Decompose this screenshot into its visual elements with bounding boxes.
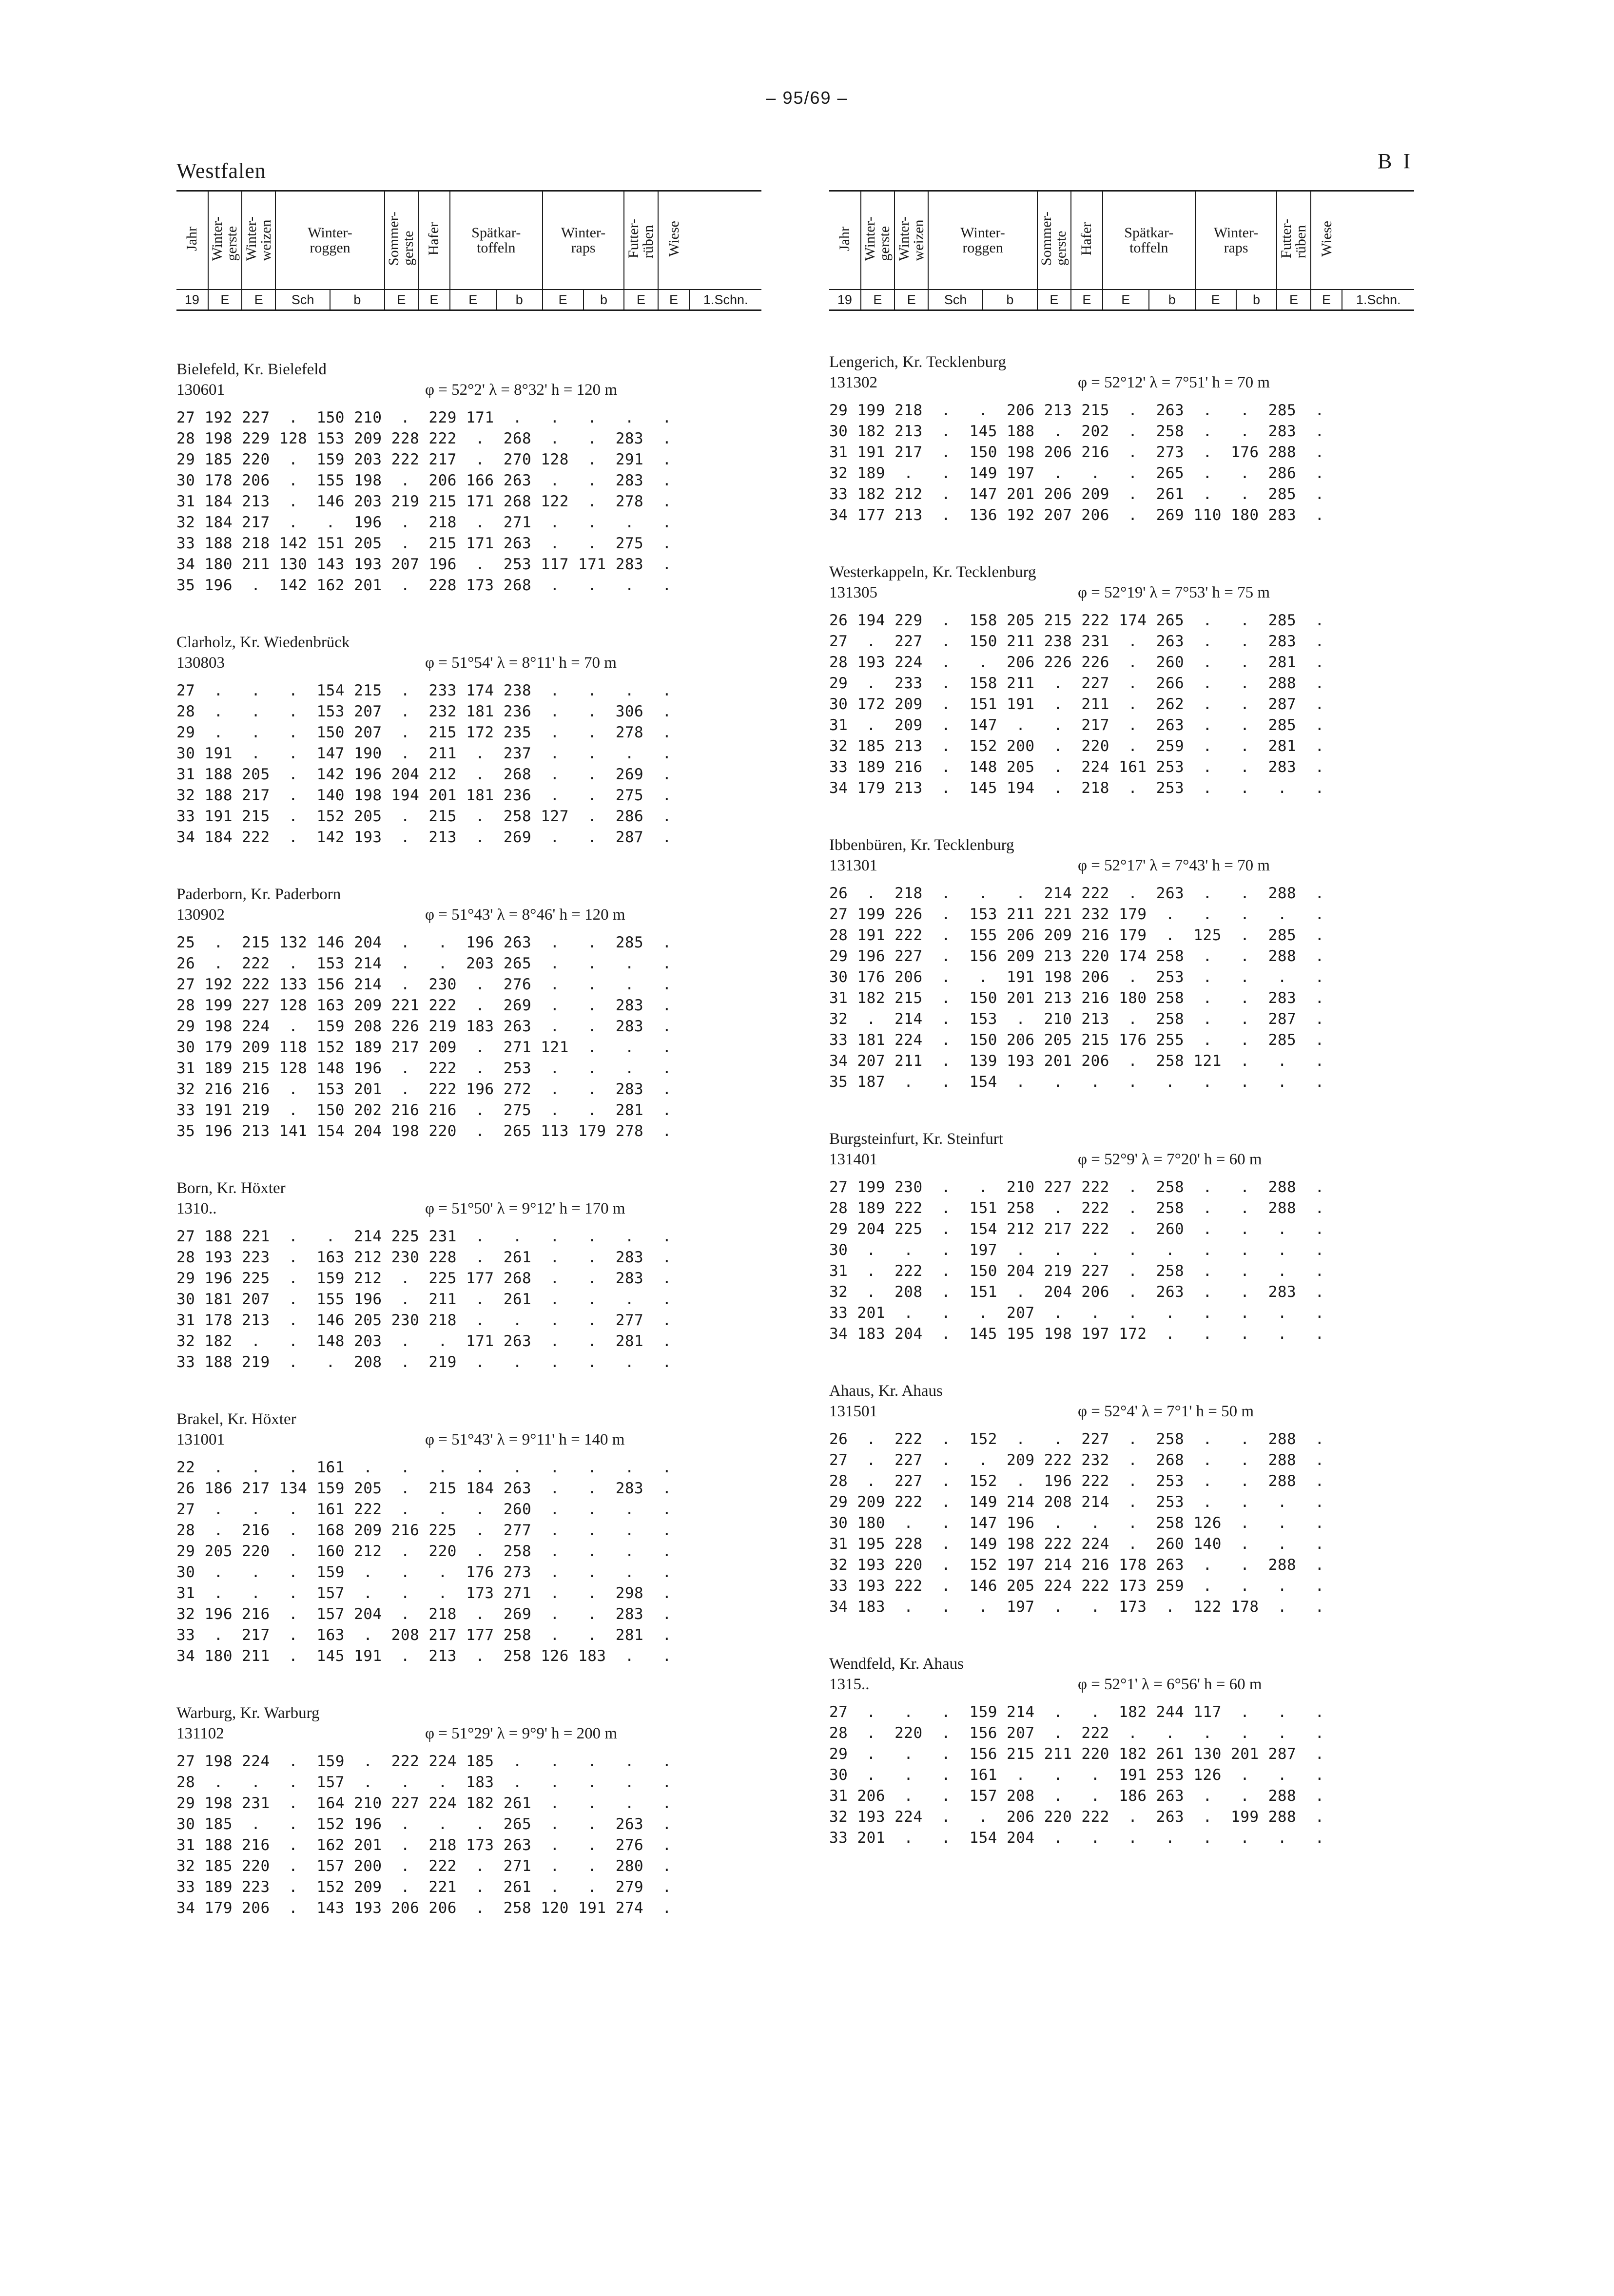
- header-col-label: Winter- gerste: [862, 216, 893, 261]
- header-table: [829, 190, 1414, 311]
- table-row: 30 191 . . 147 190 . 211 . 237 . . . .: [176, 745, 672, 762]
- station-block: [176, 1178, 761, 1373]
- header-unit: E: [658, 289, 690, 310]
- station-name: Ibbenbüren, Kr. Tecklenburg: [829, 836, 1014, 854]
- table-row: 29 196 227 . 156 209 213 220 174 258 . . 288 .: [829, 947, 1324, 965]
- header-unit: b: [1149, 289, 1195, 310]
- header-unit: E: [418, 289, 450, 310]
- table-row: 34 180 211 130 143 193 207 196 . 253 117 171 283 .: [176, 556, 672, 573]
- header-col-1: [861, 191, 895, 290]
- table-row: 27 192 222 133 156 214 . 230 . 276 . . . .: [176, 976, 672, 993]
- station-block: [829, 1381, 1414, 1618]
- table-row: 32 216 216 . 153 201 . 222 196 272 . . 283 .: [176, 1080, 672, 1098]
- header-col-label: Winter- gerste: [209, 216, 240, 261]
- station-header: [829, 835, 1414, 876]
- table-row: 28 191 222 . 155 206 209 216 179 . 125 . 285 .: [829, 926, 1324, 944]
- station-block: [176, 885, 761, 1142]
- station-name: Born, Kr. Höxter: [176, 1179, 286, 1197]
- station-header: [176, 360, 761, 401]
- station-coordinates: φ = 52°2' λ = 8°32' h = 120 m: [425, 381, 618, 399]
- station-coordinates: φ = 51°54' λ = 8°11' h = 70 m: [425, 654, 617, 672]
- table-row: 28 . 216 . 168 209 216 225 . 277 . . . .: [176, 1522, 672, 1539]
- table-row: 35 196 . 142 162 201 . 228 173 268 . . . .: [176, 577, 672, 594]
- table-row: 32 182 . . 148 203 . . 171 263 . . 281 .: [176, 1332, 672, 1350]
- header-unit: E: [861, 289, 895, 310]
- table-row: 33 188 218 142 151 205 . 215 171 263 . . 275 .: [176, 535, 672, 552]
- station-coordinates: φ = 52°19' λ = 7°53' h = 75 m: [1078, 584, 1270, 601]
- station-coordinates: φ = 51°43' λ = 9°11' h = 140 m: [425, 1431, 625, 1448]
- data-rows: [829, 610, 1414, 799]
- table-row: 32 193 224 . . 206 220 222 . 263 . 199 288 .: [829, 1808, 1324, 1826]
- table-row: 26 194 229 . 158 205 215 222 174 265 . . 285 .: [829, 612, 1324, 629]
- table-row: 27 . 227 . . 209 222 232 . 268 . . 288 .: [829, 1451, 1324, 1469]
- table-row: 29 . 233 . 158 211 . 227 . 266 . . 288 .: [829, 675, 1324, 692]
- table-row: 26 . 222 . 152 . . 227 . 258 . . 288 .: [829, 1430, 1324, 1448]
- header-col-8: [1277, 191, 1310, 290]
- table-row: 30 172 209 . 151 191 . 211 . 262 . . 287 .: [829, 695, 1324, 713]
- table-row: 28 . 220 . 156 207 . 222 . . . . . .: [829, 1724, 1324, 1742]
- table-row: 26 . 222 . 153 214 . . 203 265 . . . .: [176, 955, 672, 972]
- table-row: 32 185 220 . 157 200 . 222 . 271 . . 280 .: [176, 1857, 672, 1875]
- table-row: 35 187 . . 154 . . . . . . . . .: [829, 1073, 1324, 1091]
- header-unit: E: [208, 289, 242, 310]
- header-col-label: Winter- weizen: [895, 216, 927, 261]
- header-unit: 1.Schn.: [689, 289, 761, 310]
- header-table: [176, 190, 761, 311]
- table-row: 34 183 204 . 145 195 198 197 172 . . . . .: [829, 1325, 1324, 1343]
- table-header-left: [176, 190, 761, 311]
- right-stations: [829, 352, 1414, 1849]
- station-block: [829, 352, 1414, 526]
- station-coordinates: φ = 51°50' λ = 9°12' h = 170 m: [425, 1200, 625, 1217]
- table-row: 33 188 219 . . 208 . 219 . . . . . .: [176, 1353, 672, 1371]
- data-rows: [176, 1751, 761, 1919]
- header-unit: E: [543, 289, 583, 310]
- table-row: 33 182 212 . 147 201 206 209 . 261 . . 285 .: [829, 485, 1324, 503]
- data-rows: [829, 883, 1414, 1093]
- table-row: 27 . . . 154 215 . 233 174 238 . . . .: [176, 682, 672, 699]
- table-row: 32 189 . . 149 197 . . . 265 . . 286 .: [829, 464, 1324, 482]
- station-block: [829, 562, 1414, 799]
- table-row: 31 206 . . 157 208 . . 186 263 . . 288 .: [829, 1787, 1324, 1805]
- station-coordinates: φ = 52°1' λ = 6°56' h = 60 m: [1078, 1676, 1262, 1693]
- table-row: 34 179 213 . 145 194 . 218 . 253 . . . .: [829, 779, 1324, 797]
- header-col-6: [450, 191, 543, 290]
- station-header: [829, 1129, 1414, 1170]
- station-block: [829, 1654, 1414, 1849]
- table-row: 29 185 220 . 159 203 222 217 . 270 128 . 291 .: [176, 451, 672, 468]
- table-row: 22 . . . 161 . . . . . . . . .: [176, 1459, 672, 1476]
- station-coordinates: φ = 51°43' λ = 8°46' h = 120 m: [425, 906, 625, 924]
- table-row: 28 . . . 157 . . . 183 . . . . .: [176, 1774, 672, 1791]
- station-code: 131401: [829, 1151, 877, 1168]
- station-code: 131501: [829, 1403, 877, 1420]
- table-row: 33 191 215 . 152 205 . 215 . 258 127 . 286 .: [176, 808, 672, 825]
- table-row: 30 176 206 . . 191 198 206 . 253 . . . .: [829, 968, 1324, 986]
- table-row: 28 189 222 . 151 258 . 222 . 258 . . 288 .: [829, 1199, 1324, 1217]
- table-header-right: [829, 190, 1414, 311]
- header-col-1: [208, 191, 242, 290]
- table-row: 30 182 213 . 145 188 . 202 . 258 . . 283 .: [829, 423, 1324, 440]
- header-col-3: [928, 191, 1037, 290]
- table-row: 30 180 . . 147 196 . . . 258 126 . . .: [829, 1514, 1324, 1532]
- table-row: 27 199 226 . 153 211 221 232 179 . . . . .: [829, 906, 1324, 923]
- station-code: 130803: [176, 654, 225, 672]
- header-col-label: Sommer- gerste: [386, 212, 417, 266]
- header-col-label: Spätkar- toffeln: [471, 224, 521, 256]
- station-code: 1315..: [829, 1676, 870, 1693]
- header-unit: Sch: [275, 289, 330, 310]
- station-coordinates: φ = 52°12' λ = 7°51' h = 70 m: [1078, 374, 1270, 391]
- header-unit: b: [983, 289, 1037, 310]
- station-coordinates: φ = 52°17' λ = 7°43' h = 70 m: [1078, 857, 1270, 874]
- station-header: [829, 562, 1414, 603]
- table-row: 33 193 222 . 146 205 224 222 173 259 . . . .: [829, 1577, 1324, 1595]
- station-name: Clarholz, Kr. Wiedenbrück: [176, 634, 350, 651]
- table-row: 27 198 224 . 159 . 222 224 185 . . . . .: [176, 1753, 672, 1770]
- header-col-label: Sommer- gerste: [1038, 212, 1070, 266]
- station-code: 131102: [176, 1725, 224, 1742]
- station-code: 131305: [829, 584, 877, 601]
- table-row: 32 193 220 . 152 197 214 216 178 263 . . 288 .: [829, 1556, 1324, 1574]
- station-name: Bielefeld, Kr. Bielefeld: [176, 361, 327, 378]
- table-row: 32 185 213 . 152 200 . 220 . 259 . . 281 .: [829, 737, 1324, 755]
- header-unit: 19: [176, 289, 208, 310]
- header-col-label: Winter- roggen: [960, 224, 1005, 256]
- station-block: [176, 1409, 761, 1667]
- table-row: 34 179 206 . 143 193 206 206 . 258 120 191 274 .: [176, 1899, 672, 1917]
- header-col-label: Wiese: [665, 220, 682, 257]
- table-row: 28 199 227 128 163 209 221 222 . 269 . . 283 .: [176, 997, 672, 1014]
- header-unit: b: [330, 289, 385, 310]
- table-row: 33 181 224 . 150 206 205 215 176 255 . . 285 .: [829, 1031, 1324, 1049]
- station-header: [176, 885, 761, 926]
- table-row: 31 . 209 . 147 . . 217 . 263 . . 285 .: [829, 716, 1324, 734]
- data-rows: [829, 1702, 1414, 1849]
- header-unit: 1.Schn.: [1342, 289, 1414, 310]
- table-row: 33 189 223 . 152 209 . 221 . 261 . . 279 .: [176, 1878, 672, 1896]
- station-code: 130902: [176, 906, 225, 924]
- header-col-label: Futter- rüben: [1278, 219, 1309, 259]
- table-row: 32 . 214 . 153 . 210 213 . 258 . . 287 .: [829, 1010, 1324, 1028]
- station-coordinates: φ = 51°29' λ = 9°9' h = 200 m: [425, 1725, 618, 1742]
- data-rows: [176, 680, 761, 848]
- station-code: 131001: [176, 1431, 225, 1448]
- table-row: 28 . 227 . 152 . 196 222 . 253 . . 288 .: [829, 1472, 1324, 1490]
- table-row: 28 193 223 . 163 212 230 228 . 261 . . 283 .: [176, 1249, 672, 1266]
- station-header: [176, 1178, 761, 1219]
- header-col-6: [1103, 191, 1195, 290]
- header-col-5: [418, 191, 450, 290]
- part-label: B I: [1378, 149, 1413, 173]
- table-row: 32 . 208 . 151 . 204 206 . 263 . . 283 .: [829, 1283, 1324, 1301]
- table-row: 30 178 206 . 155 198 . 206 166 263 . . 283 .: [176, 472, 672, 489]
- table-row: 31 184 213 . 146 203 219 215 171 268 122 . 278 .: [176, 493, 672, 510]
- station-block: [176, 1703, 761, 1919]
- table-row: 29 209 222 . 149 214 208 214 . 253 . . . .: [829, 1493, 1324, 1511]
- header-unit: Sch: [928, 289, 983, 310]
- table-row: 28 198 229 128 153 209 228 222 . 268 . . 283 .: [176, 430, 672, 447]
- table-row: 29 . . . 156 215 211 220 182 261 130 201 287 .: [829, 1745, 1324, 1763]
- header-col-9: [1311, 191, 1342, 290]
- data-rows: [829, 1177, 1414, 1345]
- station-name: Paderborn, Kr. Paderborn: [176, 886, 341, 903]
- header-unit: 19: [829, 289, 861, 310]
- table-row: 33 201 . . 154 204 . . . . . . . .: [829, 1829, 1324, 1847]
- station-block: [829, 1129, 1414, 1345]
- header-col-label: Hafer: [1078, 222, 1095, 255]
- station-header: [176, 1409, 761, 1450]
- header-col-2: [895, 191, 928, 290]
- station-block: [176, 360, 761, 596]
- table-row: 27 199 230 . . 210 227 222 . 258 . . 288 .: [829, 1178, 1324, 1196]
- right-column: [829, 190, 1414, 1849]
- table-row: 29 198 224 . 159 208 226 219 183 263 . . 283 .: [176, 1018, 672, 1035]
- table-row: 34 180 211 . 145 191 . 213 . 258 126 183 . .: [176, 1647, 672, 1665]
- table-row: 33 189 216 . 148 205 . 224 161 253 . . 283 .: [829, 758, 1324, 776]
- table-row: 30 185 . . 152 196 . . . 265 . . 263 .: [176, 1815, 672, 1833]
- table-row: 26 186 217 134 159 205 . 215 184 263 . . 283 .: [176, 1480, 672, 1497]
- table-row: 27 . 227 . 150 211 238 231 . 263 . . 283 .: [829, 633, 1324, 650]
- header-unit: E: [1037, 289, 1071, 310]
- table-row: 35 196 213 141 154 204 198 220 . 265 113 179 278 .: [176, 1122, 672, 1140]
- table-row: 27 . . . 161 222 . . . 260 . . . .: [176, 1501, 672, 1518]
- table-row: 28 . . . 153 207 . 232 181 236 . . 306 .: [176, 703, 672, 720]
- header-col-3: [275, 191, 384, 290]
- table-row: 30 . . . 159 . . . 176 273 . . . .: [176, 1563, 672, 1581]
- data-rows: [829, 400, 1414, 526]
- header-col-4: [1037, 191, 1071, 290]
- table-row: 31 195 228 . 149 198 222 224 . 260 140 . . .: [829, 1535, 1324, 1553]
- header-col-label: Winter- raps: [561, 224, 606, 256]
- station-name: Burgsteinfurt, Kr. Steinfurt: [829, 1130, 1003, 1148]
- header-col-label: Winter- raps: [1213, 224, 1259, 256]
- table-row: 30 181 207 . 155 196 . 211 . 261 . . . .: [176, 1291, 672, 1308]
- station-header: [176, 1703, 761, 1744]
- station-name: Westerkappeln, Kr. Tecklenburg: [829, 563, 1036, 581]
- table-row: 29 199 218 . . 206 213 215 . 263 . . 285 .: [829, 402, 1324, 419]
- data-rows: [176, 407, 761, 596]
- header-col-label: Hafer: [426, 222, 442, 255]
- table-row: 27 192 227 . 150 210 . 229 171 . . . . .: [176, 409, 672, 426]
- data-rows: [829, 1429, 1414, 1618]
- header-col-9: [658, 191, 690, 290]
- station-coordinates: φ = 52°9' λ = 7°20' h = 60 m: [1078, 1151, 1262, 1168]
- header-unit: E: [1103, 289, 1149, 310]
- table-row: 31 . 222 . 150 204 219 227 . 258 . . . .: [829, 1262, 1324, 1280]
- table-row: 34 183 . . . 197 . . 173 . 122 178 . .: [829, 1598, 1324, 1616]
- data-rows: [176, 1457, 761, 1667]
- station-block: [829, 835, 1414, 1093]
- table-row: 31 182 215 . 150 201 213 216 180 258 . . 283 .: [829, 989, 1324, 1007]
- header-unit: E: [1277, 289, 1310, 310]
- station-header: [829, 352, 1414, 393]
- header-col-label: Spätkar- toffeln: [1124, 224, 1174, 256]
- header-col-7: [543, 191, 624, 290]
- table-row: 30 . . . 161 . . . 191 253 126 . . .: [829, 1766, 1324, 1784]
- table-row: 27 188 221 . . 214 225 231 . . . . . .: [176, 1228, 672, 1245]
- table-row: 32 188 217 . 140 198 194 201 181 236 . . 275 .: [176, 787, 672, 804]
- station-name: Wendfeld, Kr. Ahaus: [829, 1655, 964, 1673]
- table-row: 29 . . . 150 207 . 215 172 235 . . 278 .: [176, 724, 672, 741]
- table-row: 32 196 216 . 157 204 . 218 . 269 . . 283 .: [176, 1605, 672, 1623]
- region-title: Westfalen: [176, 159, 266, 183]
- table-row: 33 . 217 . 163 . 208 217 177 258 . . 281 .: [176, 1626, 672, 1644]
- table-row: 34 177 213 . 136 192 207 206 . 269 110 180 283 .: [829, 506, 1324, 524]
- header-unit: E: [895, 289, 928, 310]
- table-row: 31 189 215 128 148 196 . 222 . 253 . . . .: [176, 1060, 672, 1077]
- header-col-7: [1195, 191, 1277, 290]
- station-name: Brakel, Kr. Höxter: [176, 1410, 296, 1428]
- table-row: 34 207 211 . 139 193 201 206 . 258 121 . . .: [829, 1052, 1324, 1070]
- header-unit: E: [1071, 289, 1103, 310]
- table-row: 31 188 205 . 142 196 204 212 . 268 . . 269 .: [176, 766, 672, 783]
- header-unit: b: [1236, 289, 1277, 310]
- station-code: 1310..: [176, 1200, 217, 1217]
- header-col-label: Jahr: [183, 226, 200, 251]
- page-number: – 95/69 –: [766, 88, 848, 108]
- left-stations: [176, 360, 761, 1919]
- header-col-5: [1071, 191, 1103, 290]
- table-row: 25 . 215 132 146 204 . . 196 263 . . 285 .: [176, 934, 672, 951]
- table-row: 30 179 209 118 152 189 217 209 . 271 121 . . .: [176, 1039, 672, 1056]
- header-col-label: Winter- roggen: [308, 224, 352, 256]
- station-block: [176, 633, 761, 848]
- header-col-2: [242, 191, 275, 290]
- table-row: 29 205 220 . 160 212 . 220 . 258 . . . .: [176, 1543, 672, 1560]
- station-name: Warburg, Kr. Warburg: [176, 1704, 320, 1722]
- table-row: 31 191 217 . 150 198 206 216 . 273 . 176 288 .: [829, 444, 1324, 461]
- header-col-label: Futter- rüben: [625, 219, 656, 259]
- header-unit: E: [1311, 289, 1342, 310]
- table-row: 29 198 231 . 164 210 227 224 182 261 . . . .: [176, 1794, 672, 1812]
- header-unit: E: [242, 289, 275, 310]
- table-row: 26 . 218 . . . 214 222 . 263 . . 288 .: [829, 885, 1324, 902]
- table-row: 31 . . . 157 . . . 173 271 . . 298 .: [176, 1584, 672, 1602]
- table-row: 27 . . . 159 214 . . 182 244 117 . . .: [829, 1703, 1324, 1721]
- station-code: 131302: [829, 374, 877, 391]
- data-rows: [176, 932, 761, 1142]
- left-column: [176, 190, 761, 1919]
- header-col-label: Winter- weizen: [243, 216, 274, 261]
- table-row: 33 191 219 . 150 202 216 216 . 275 . . 281 .: [176, 1101, 672, 1119]
- station-name: Lengerich, Kr. Tecklenburg: [829, 353, 1007, 371]
- table-row: 29 196 225 . 159 212 . 225 177 268 . . 283 .: [176, 1270, 672, 1287]
- header-unit: E: [1195, 289, 1236, 310]
- station-header: [829, 1654, 1414, 1695]
- table-row: 33 201 . . . 207 . . . . . . . .: [829, 1304, 1324, 1322]
- table-row: 34 184 222 . 142 193 . 213 . 269 . . 287 .: [176, 829, 672, 846]
- header-unit: b: [496, 289, 543, 310]
- header-col-label: Wiese: [1318, 220, 1335, 257]
- header-col-0: [829, 191, 861, 290]
- table-row: 28 193 224 . . 206 226 226 . 260 . . 281 .: [829, 654, 1324, 671]
- station-header: [176, 633, 761, 674]
- header-col-0: [176, 191, 208, 290]
- header-col-4: [385, 191, 418, 290]
- header-col-label: Jahr: [836, 226, 853, 251]
- header-unit: E: [450, 289, 496, 310]
- station-coordinates: φ = 52°4' λ = 7°1' h = 50 m: [1078, 1403, 1254, 1420]
- header-unit: E: [385, 289, 418, 310]
- station-code: 130601: [176, 381, 225, 399]
- station-header: [829, 1381, 1414, 1422]
- header-unit: b: [583, 289, 624, 310]
- table-row: 29 204 225 . 154 212 217 222 . 260 . . . .: [829, 1220, 1324, 1238]
- header-col-8: [624, 191, 658, 290]
- header-unit: E: [624, 289, 658, 310]
- table-row: 32 184 217 . . 196 . 218 . 271 . . . .: [176, 514, 672, 531]
- table-row: 31 178 213 . 146 205 230 218 . . . . 277 .: [176, 1312, 672, 1329]
- station-name: Ahaus, Kr. Ahaus: [829, 1382, 943, 1400]
- table-row: 30 . . . 197 . . . . . . . . .: [829, 1241, 1324, 1259]
- station-code: 131301: [829, 857, 877, 874]
- table-row: 31 188 216 . 162 201 . 218 173 263 . . 276 .: [176, 1836, 672, 1854]
- data-rows: [176, 1226, 761, 1373]
